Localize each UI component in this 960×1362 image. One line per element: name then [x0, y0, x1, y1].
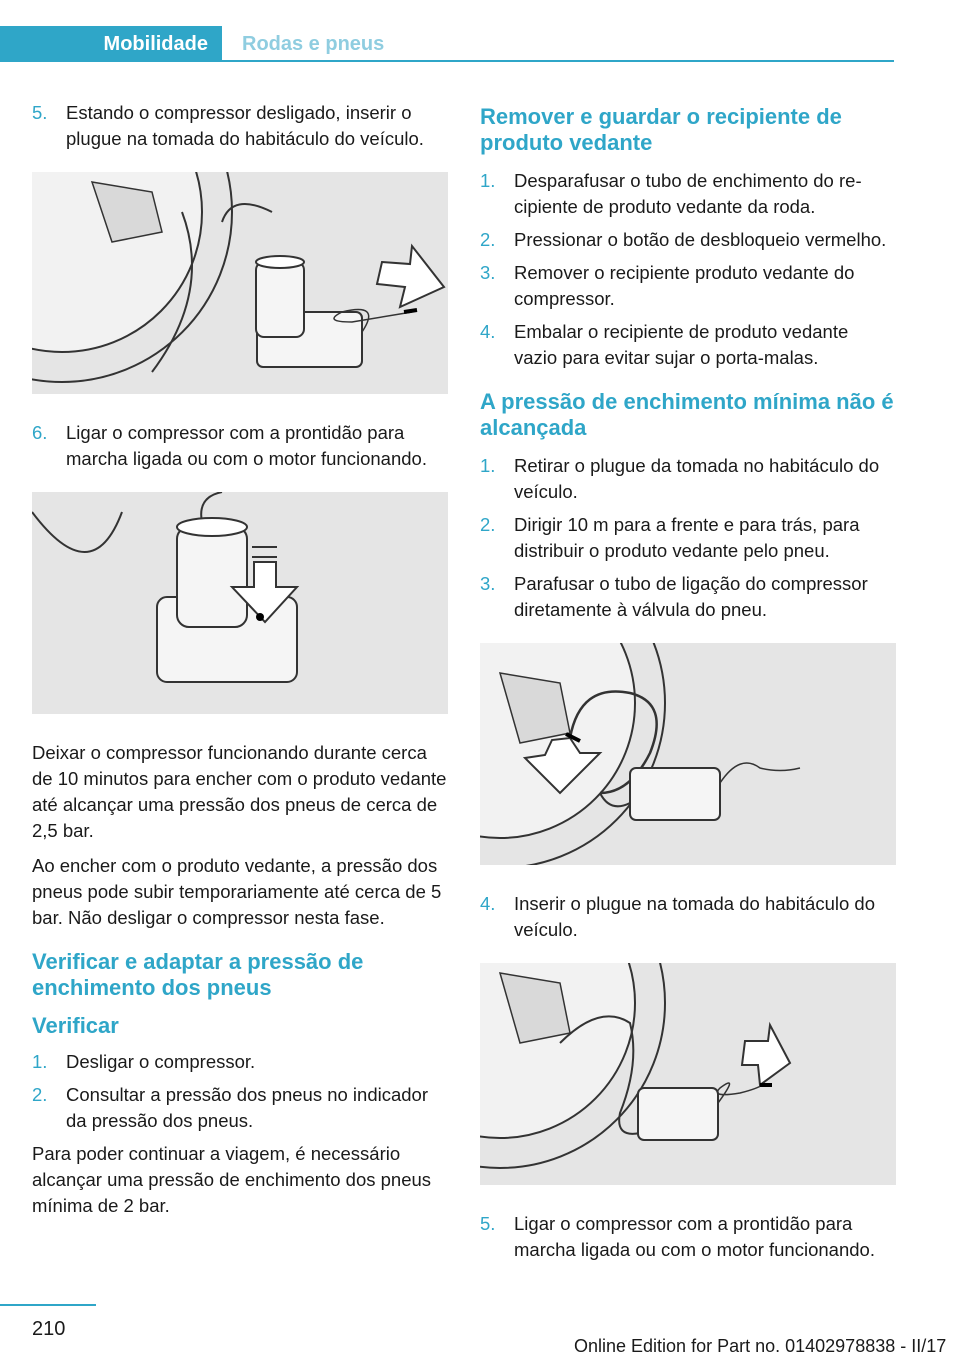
section-tab [0, 26, 222, 62]
step-number: 5. [32, 102, 48, 123]
step-item [32, 1082, 448, 1134]
step-number: 2. [480, 229, 496, 250]
page-number: 210 [32, 1318, 66, 1340]
plug-in-socket-illustration [480, 963, 896, 1185]
step-item [480, 512, 896, 564]
hose-to-valve-illustration [480, 643, 896, 865]
compressor-switch-illustration [32, 492, 448, 714]
subsection-heading: Verificar [32, 1013, 119, 1038]
step-text: Remover o recipiente produto vedante do compressor. [514, 262, 855, 309]
paragraph: Deixar o compressor funcionando durante cerca de 10 minutos para encher com o produto vedante até alcançar uma pressão dos pneus de cerca de 2,5 bar. [32, 742, 447, 841]
step-text: Dirigir 10 m para a frente e para trás, para distribuir o produto vedante pelo pneu. [514, 514, 860, 561]
step-number: 4. [480, 893, 496, 914]
paragraph: Ao encher com o produto vedante, a pressão dos pneus pode subir temporariamente até cerca de 5 bar. Não desligar o compressor nesta fase. [32, 855, 442, 928]
step-text: Consultar a pressão dos pneus no indicador da pressão dos pneus. [66, 1084, 429, 1131]
step-number: 2. [480, 514, 496, 535]
header-rule [222, 60, 894, 62]
left-column [32, 100, 448, 1228]
step-text: Ligar o compressor com a prontidão para marcha ligada ou com o motor funcionando. [66, 422, 427, 469]
footer-rule [0, 1304, 96, 1306]
step-item [480, 227, 896, 253]
figure-compressor-switch [32, 492, 448, 714]
section-title: Mobilidade [103, 32, 208, 55]
step-item [32, 420, 448, 472]
step-number: 6. [32, 422, 48, 443]
section-heading: Verificar e adaptar a pressão de enchimento dos pneus [32, 949, 364, 1000]
section-heading: A pressão de enchimento mínima não é alcançada [480, 389, 894, 440]
step-number: 3. [480, 262, 496, 283]
step-item [32, 100, 448, 152]
step-item [480, 1211, 896, 1263]
paragraph: Para poder continuar a viagem, é necessário alcançar uma pressão de enchimento dos pneus mínima de 2 bar. [32, 1143, 432, 1216]
step-number: 1. [32, 1051, 48, 1072]
step-item [480, 319, 896, 371]
step-item [480, 168, 896, 220]
step-text: Retirar o plugue da tomada no habitáculo do veículo. [514, 455, 880, 502]
step-item [480, 453, 896, 505]
figure-hose-to-valve [480, 643, 896, 865]
step-number: 1. [480, 455, 496, 476]
step-number: 4. [480, 321, 496, 342]
step-number: 2. [32, 1084, 48, 1105]
step-text: Parafusar o tubo de ligação do compressor diretamente à válvula do pneu. [514, 573, 868, 620]
compressor-plug-illustration [32, 172, 448, 394]
step-text: Pressionar o botão de desbloqueio vermelho. [514, 229, 887, 250]
step-text: Estando o compressor desligado, inserir o plugue na tomada do habitáculo do veículo. [66, 102, 424, 149]
step-text: Desligar o compressor. [66, 1051, 256, 1072]
step-text: Ligar o compressor com a prontidão para marcha ligada ou com o motor funcionando. [514, 1213, 875, 1260]
step-text: Embalar o recipiente de produto vedante vazio para evitar sujar o porta-malas. [514, 321, 849, 368]
step-item [480, 891, 896, 943]
step-text: Desparafusar o tubo de enchimento do recipiente de produto vedante da roda. [514, 170, 862, 217]
step-number: 5. [480, 1213, 496, 1234]
right-column [480, 100, 896, 1270]
step-item [480, 260, 896, 312]
step-text: Inserir o plugue na tomada do habitáculo do veículo. [514, 893, 876, 940]
edition-note: Online Edition for Part no. 01402978838 - II/17 [574, 1336, 947, 1356]
figure-plug-in-socket [480, 963, 896, 1185]
step-item [32, 1049, 448, 1075]
step-item [480, 571, 896, 623]
figure-compressor-plug [32, 172, 448, 394]
subsection-title: Rodas e pneus [242, 32, 385, 55]
step-number: 3. [480, 573, 496, 594]
section-heading: Remover e guardar o recipiente de produto vedante [480, 104, 842, 155]
step-number: 1. [480, 170, 496, 191]
